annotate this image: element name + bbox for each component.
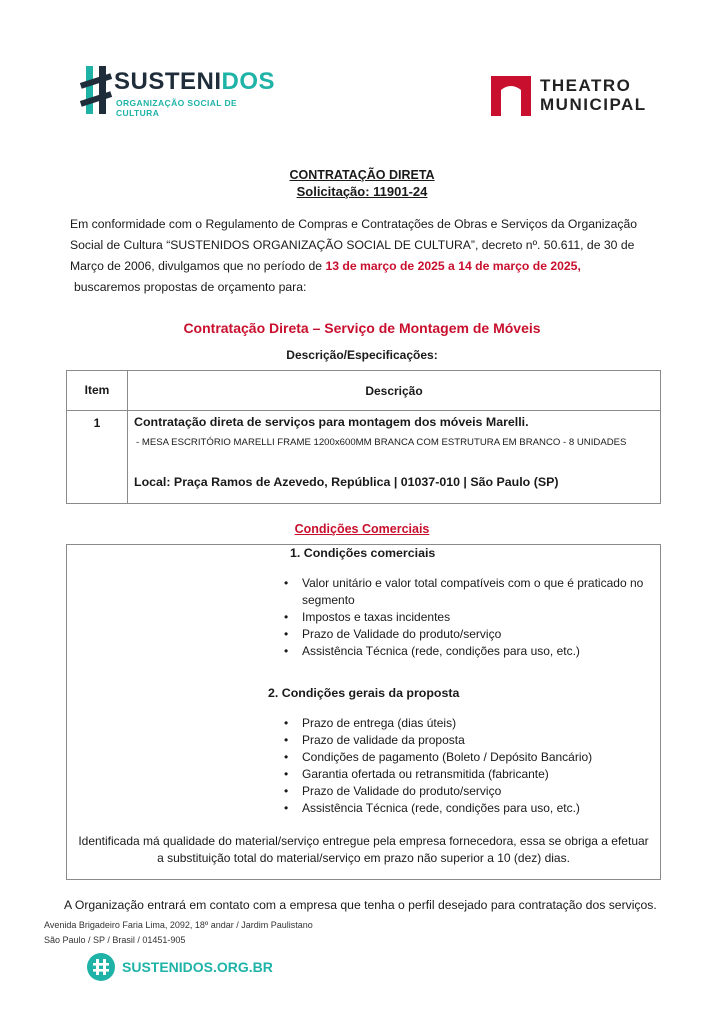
section1-title: 1. Condições comerciais: [290, 546, 436, 560]
list-item: • Impostos e taxas incidentes: [282, 609, 662, 626]
sustenidos-wordmark: SUSTENIDOS: [114, 68, 276, 95]
intro-line: Social de Cultura “SUSTENIDOS ORGANIZAÇÃO SOCIAL DE CULTURA”, decreto nº. 50.611, de 30 de: [70, 238, 635, 252]
intro-line: Março de 2006, divulgamos que no período de 13 de março de 2025 a 14 de março de 2025,: [70, 259, 581, 273]
conditions-heading: Condições Comerciais: [294, 522, 430, 536]
sustenidos-subtitle: ORGANIZAÇÃO SOCIAL DE CULTURA: [116, 98, 238, 118]
item-description-detail: - MESA ESCRITÓRIO MARELLI FRAME 1200x600MM BRANCA COM ESTRUTURA EM BRANCO - 8 UNIDADES: [136, 437, 627, 448]
intro-line: buscaremos propostas de orçamento para:: [74, 280, 307, 294]
footer-address-line1: Avenida Brigadeiro Faria Lima, 2092, 18º andar / Jardim Paulistano: [44, 920, 313, 930]
item-description-main: Contratação direta de serviços para montagem dos móveis Marelli.: [134, 415, 529, 429]
table-row: [67, 411, 661, 504]
list-item: • Prazo de validade da proposta: [282, 732, 662, 749]
document-title: CONTRATAÇÃO DIRETA: [289, 168, 435, 182]
hash-circle-icon: [86, 952, 116, 982]
intro-paragraph: [70, 214, 670, 298]
table-header-item: Item: [67, 371, 128, 411]
closing-statement: A Organização entrará em contato com a empresa que tenha o perfil desejado para contratação dos serviços.: [64, 898, 657, 912]
quality-note-line: a substituição total do material/serviço em prazo não superior a 10 (dez) dias.: [157, 851, 570, 865]
intro-period: 13 de março de 2025 a 14 de março de 2025: [325, 259, 578, 273]
section2-list: [282, 715, 662, 817]
item-location: Local: Praça Ramos de Azevedo, República | 01037-010 | São Paulo (SP): [134, 475, 559, 489]
list-item: • Condições de pagamento (Boleto / Depósito Bancário): [282, 749, 662, 766]
table-header-description: Descrição: [128, 371, 661, 411]
intro-line: Em conformidade com o Regulamento de Compras e Contratações de Obras e Serviços da Organização: [70, 217, 638, 231]
section1-list: [282, 575, 662, 660]
list-item: • Garantia ofertada ou retransmitida (fabricante): [282, 766, 662, 783]
theatro-line1: THEATRO: [540, 76, 632, 95]
section2-title: 2. Condições gerais da proposta: [268, 686, 460, 700]
theatro-line2: MUNICIPAL: [540, 95, 647, 114]
theatro-municipal-logo: [489, 72, 669, 122]
footer-website: [86, 952, 286, 982]
list-item: • Prazo de entrega (dias úteis): [282, 715, 662, 732]
list-item: • Prazo de Validade do produto/serviço: [282, 783, 662, 800]
request-number: Solicitação: 11901-24: [296, 184, 428, 199]
item-description-cell: [128, 411, 661, 504]
spec-label: Descrição/Especificações:: [286, 348, 438, 362]
theatro-arch-icon: [489, 74, 533, 118]
list-item: • Prazo de Validade do produto/serviço: [282, 626, 662, 643]
hash-logo-icon: [80, 64, 114, 116]
quality-note: [66, 833, 661, 867]
list-item: • Valor unitário e valor total compatíveis com o que é praticado no segmento: [282, 575, 662, 609]
quality-note-line: Identificada má qualidade do material/serviço entregue pela empresa fornecedora, essa se obriga a efetuar: [78, 834, 649, 848]
list-item: • Assistência Técnica (rede, condições para uso, etc.): [282, 800, 662, 817]
website-link[interactable]: SUSTENIDOS.ORG.BR: [122, 959, 273, 975]
footer-address-line2: São Paulo / SP / Brasil / 01451-905: [44, 935, 186, 945]
list-item: • Assistência Técnica (rede, condições para uso, etc.): [282, 643, 662, 660]
item-number: 1: [67, 411, 128, 504]
items-table: [66, 370, 661, 504]
service-title: Contratação Direta – Serviço de Montagem de Móveis: [183, 320, 541, 336]
sustenidos-logo: [80, 64, 276, 120]
